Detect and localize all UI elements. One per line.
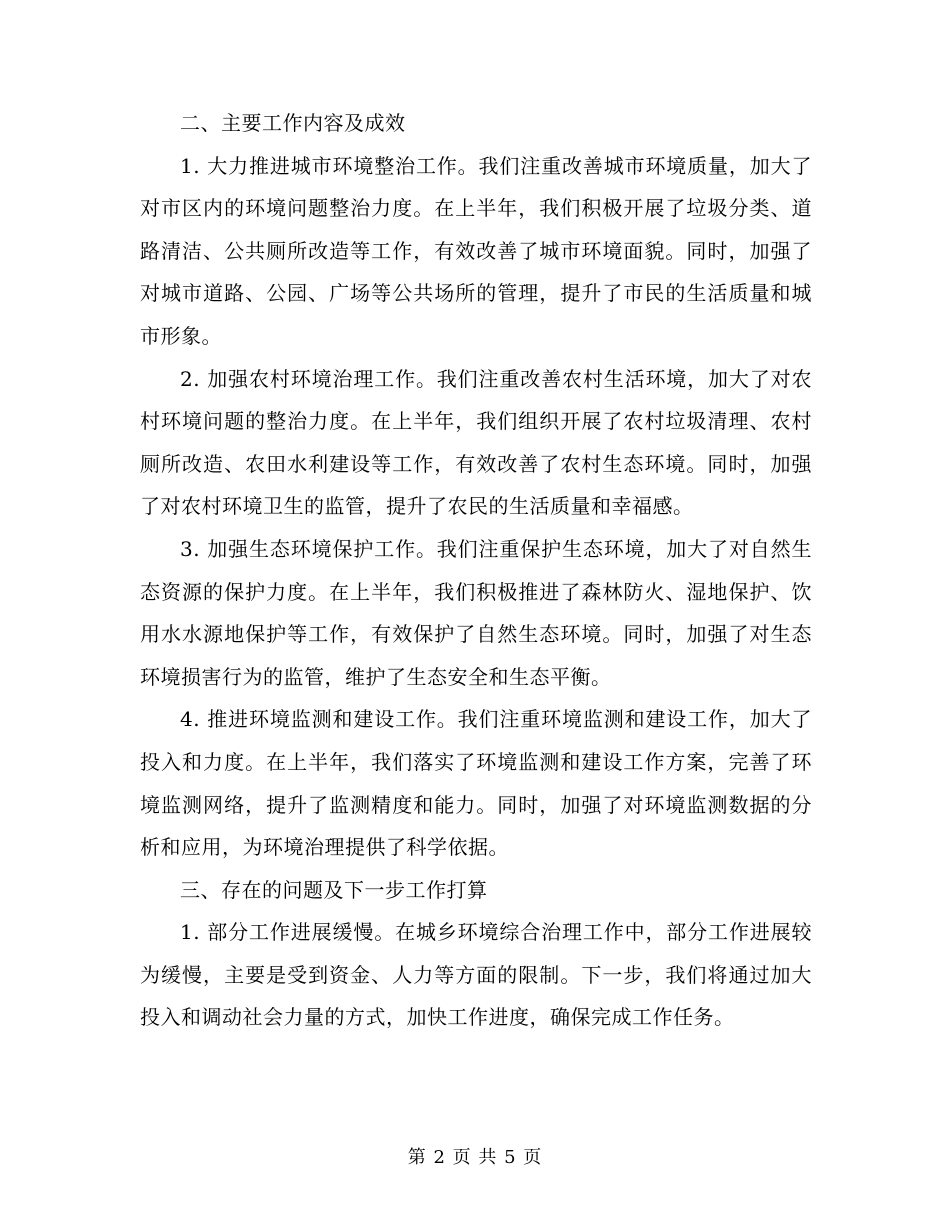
- paragraph-2-1: 1. 大力推进城市环境整治工作。我们注重改善城市环境质量，加大了对市区内的环境问题整治力度。在上半年，我们积极开展了垃圾分类、道路清洁、公共厕所改造等工作，有效改善了城市环境面貌。同时，加强了对城市道路、公园、广场等公共场所的管理，提升了市民的生活质量和城市形象。: [140, 153, 812, 348]
- paragraph-2-2: 2. 加强农村环境治理工作。我们注重改善农村生活环境，加大了对农村环境问题的整治力度。在上半年，我们组织开展了农村垃圾清理、农村厕所改造、农田水利建设等工作，有效改善了农村生态环境。同时，加强了对农村环境卫生的监管，提升了农民的生活质量和幸福感。: [140, 366, 812, 519]
- paragraph-2-3: 3. 加强生态环境保护工作。我们注重保护生态环境，加大了对自然生态资源的保护力度。在上半年，我们积极推进了森林防火、湿地保护、饮用水水源地保护等工作，有效保护了自然生态环境。同时，加强了对生态环境损害行为的监管，维护了生态安全和生态平衡。: [140, 536, 812, 689]
- section-heading-2: 二、主要工作内容及成效: [180, 111, 406, 135]
- section-heading-3: 三、存在的问题及下一步工作打算: [180, 877, 488, 902]
- paragraph-2-4: 4. 推进环境监测和建设工作。我们注重环境监测和建设工作，加大了投入和力度。在上半年，我们落实了环境监测和建设工作方案，完善了环境监测网络，提升了监测精度和能力。同时，加强了对环境监测数据的分析和应用，为环境治理提供了科学依据。: [140, 707, 812, 860]
- paragraph-3-1: 1. 部分工作进展缓慢。在城乡环境综合治理工作中，部分工作进展较为缓慢，主要是受到资金、人力等方面的限制。下一步，我们将通过加大投入和调动社会力量的方式，加快工作进度，确保完成工作任务。: [140, 920, 812, 1030]
- page-footer: 第 2 页 共 5 页: [407, 1147, 543, 1168]
- document-body: [140, 102, 812, 1039]
